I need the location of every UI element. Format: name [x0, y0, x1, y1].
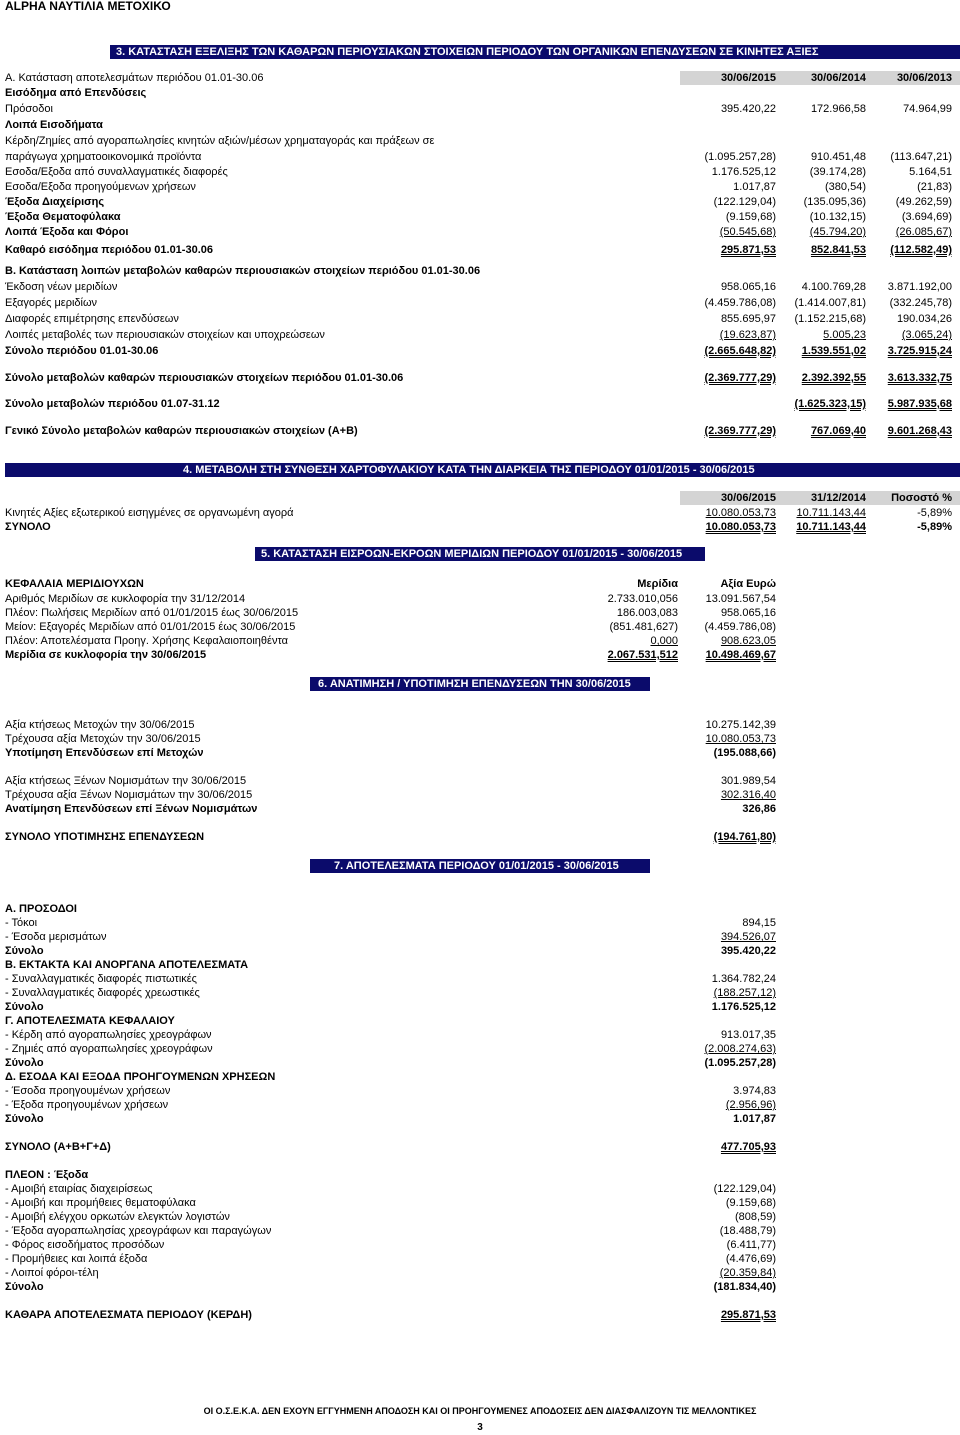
- section6-title-bar: [310, 677, 650, 691]
- section7-item-value: 1.364.782,24: [711, 973, 776, 985]
- section5-row-shares: 0,000: [650, 635, 678, 647]
- section7-expense-label: - Έξοδα αγοραπωλησίας χρεογράφων και παραγώγων: [5, 1225, 272, 1237]
- grand-total-label: Γενικό Σύνολο μεταβολών καθαρών περιουσιακών στοιχείων (Α+Β): [5, 425, 358, 437]
- part-a-col-2: 30/06/2014: [810, 72, 866, 84]
- section7-net-result-value: 295.871,53: [720, 1309, 776, 1321]
- section7-item-label: - Συναλλαγματικές διαφορές χρεωστικές: [5, 987, 200, 999]
- section7-item-value: 3.974,83: [733, 1085, 776, 1097]
- section3-title: 3. ΚΑΤΑΣΤΑΣΗ ΕΞΕΛΙΞΗΣ ΤΩΝ ΚΑΘΑΡΩΝ ΠΕΡΙΟΥΣΙΑΚΩΝ ΣΤΟΙΧΕΙΩΝ ΠΕΡΙΟΔΟΥ ΤΩΝ ΟΡΓΑΝΙΚΩΝ ΕΠΕΝΔΥΣΕΩΝ ΣΕ ΚΙΝΗΤΕΣ ΑΞΙΕΣ: [116, 46, 819, 58]
- section6-title: 6. ΑΝΑΤΙΜΗΣΗ / ΥΠΟΤΙΜΗΣΗ ΕΠΕΝΔΥΣΕΩΝ ΤΗΝ 30/06/2015: [318, 678, 631, 690]
- row-a-v2: (39.174,28): [809, 166, 866, 178]
- section5-title-bar: [255, 547, 705, 561]
- section7-expense-value: (20.359,84): [719, 1267, 776, 1279]
- section7-item-label: - Κέρδη από αγοραπωλησίες χρεογράφων: [5, 1029, 212, 1041]
- section7-item-label: - Έσοδα προηγουμένων χρήσεων: [5, 1085, 171, 1097]
- section4-col-2: 31/12/2014: [810, 492, 866, 504]
- section6-row-label: Αξία κτήσεως Ξένων Νομισμάτων την 30/06/2015: [5, 775, 247, 787]
- section6-row-value: 10.080.053,73: [705, 733, 776, 745]
- section4-row-label: Κινητές Αξίες εξωτερικού εισηγμένες σε οργανωμένη αγορά: [5, 507, 294, 519]
- section7-item-label: - Τόκοι: [5, 917, 38, 929]
- row-a-label: Λοιπά Έξοδα και Φόροι: [5, 226, 129, 238]
- row-a-v3: (26.085,67): [895, 226, 952, 238]
- income-row-v3: 74.964,99: [903, 103, 952, 115]
- row-b-v1: (4.459.786,08): [704, 297, 776, 309]
- gains-label-2: παράγωγα χρηματοοικονομικά προϊόντα: [5, 151, 202, 163]
- row-a-label: Έξοδα Διαχείρισης: [5, 196, 105, 208]
- section7-subtotal-value: 395.420,22: [720, 945, 776, 957]
- total-changes-h2-v2: (1.625.323,15): [794, 398, 866, 410]
- section7-expense-label: - Αμοιβή και προμήθειες θεματοφύλακα: [5, 1197, 196, 1209]
- income-heading: Εισόδημα από Επενδύσεις: [5, 87, 147, 99]
- total-changes-h2-label: Σύνολο μεταβολών περιόδου 01.07-31.12: [5, 398, 220, 410]
- net-income-v3: (112.582,49): [890, 244, 952, 256]
- section4-title-bar: [5, 463, 960, 477]
- section7-net-result-label: ΚΑΘΑΡΑ ΑΠΟΤΕΛΕΣΜΑΤΑ ΠΕΡΙΟΔΟΥ (ΚΕΡΔΗ): [5, 1309, 252, 1321]
- net-income-v2: 852.841,53: [810, 244, 866, 256]
- section4-total-v3: -5,89%: [917, 521, 952, 533]
- section5-row-shares: 2.733.010,056: [607, 593, 678, 605]
- section7-expense-label: - Αμοιβή εταιρίας διαχειρίσεως: [5, 1183, 153, 1195]
- row-b-v3: 3.871.192,00: [887, 281, 952, 293]
- section7-expense-value: (4.476,69): [725, 1253, 776, 1265]
- section5-row-label: Πλέον: Πωλήσεις Μεριδίων από 01/01/2015 έως 30/06/2015: [5, 607, 299, 619]
- section7-subtotal-value: 1.017,87: [733, 1113, 776, 1125]
- total-changes-label: Σύνολο μεταβολών καθαρών περιουσιακών στοιχείων περιόδου 01.01-30.06: [5, 372, 404, 384]
- section5-total-value: 10.498.469,67: [705, 649, 776, 661]
- part-a-col-3: 30/06/2013: [896, 72, 952, 84]
- section6-row-value: (195.088,66): [713, 747, 776, 759]
- row-a-v1: (9.159,68): [725, 211, 776, 223]
- row-b-v1: 855.695,97: [720, 313, 776, 325]
- section7-item-value: 894,15: [742, 917, 776, 929]
- net-income-label: Καθαρό εισόδημα περιόδου 01.01-30.06: [5, 244, 213, 256]
- row-b-v1: (19.623,87): [719, 329, 776, 341]
- other-income-heading: Λοιπά Εισοδήματα: [5, 119, 103, 131]
- row-b-v3: 190.034,26: [896, 313, 952, 325]
- section5-row-value: 908.623,05: [720, 635, 776, 647]
- income-row-v1: 395.420,22: [720, 103, 776, 115]
- section4-col-1: 30/06/2015: [720, 492, 776, 504]
- section7-expense-value: (122.129,04): [713, 1183, 776, 1195]
- section5-row-value: (4.459.786,08): [704, 621, 776, 633]
- section7-total-abcd-value: 477.705,93: [720, 1141, 776, 1153]
- total-period-v3: 3.725.915,24: [887, 345, 952, 357]
- section7-item-label: - Ζημιές από αγοραπωλησίες χρεογράφων: [5, 1043, 213, 1055]
- section7-expense-label: - Αμοιβή ελέγχου ορκωτών ελεγκτών λογιστών: [5, 1211, 230, 1223]
- gains-v3: (113.647,21): [890, 151, 952, 163]
- total-period-v1: (2.665.648,82): [704, 345, 776, 357]
- section5-total-label: Μερίδια σε κυκλοφορία την 30/06/2015: [5, 649, 207, 661]
- part-a-col-1: 30/06/2015: [720, 72, 776, 84]
- row-a-v1: 1.176.525,12: [711, 166, 776, 178]
- section7-expense-value: (808,59): [735, 1211, 776, 1223]
- section5-row-label: Πλέον: Αποτελέσματα Προηγ. Χρήσης Κεφαλαιοποιηθέντα: [5, 635, 288, 647]
- section7-subtotal-label: Σύνολο: [5, 1113, 44, 1125]
- section7-subtotal-value: (1.095.257,28): [704, 1057, 776, 1069]
- section5-col-shares: Μερίδια: [637, 578, 678, 590]
- section7-heading-a: Α. ΠΡΟΣΟΔΟΙ: [5, 903, 77, 915]
- total-changes-v1: (2.369.777,29): [704, 372, 776, 384]
- section7-subtotal-value: 1.176.525,12: [711, 1001, 776, 1013]
- total-changes-v2: 2.392.392,55: [801, 372, 866, 384]
- row-a-v1: (50.545,68): [719, 226, 776, 238]
- row-b-label: Λοιπές μεταβολές των περιουσιακών στοιχείων και υποχρεώσεων: [5, 329, 325, 341]
- section5-heading: ΚΕΦΑΛΑΙΑ ΜΕΡΙΔΙΟΥΧΩΝ: [5, 578, 144, 590]
- section6-row-value: 301.989,54: [720, 775, 776, 787]
- section5-col-value: Αξία Ευρώ: [720, 578, 776, 590]
- section7-expense-value: (6.411,77): [726, 1239, 776, 1251]
- section7-item-label: - Έξοδα προηγουμένων χρήσεων: [5, 1099, 169, 1111]
- part-a-title: Α. Κατάσταση αποτελεσμάτων περιόδου 01.01-30.06: [5, 72, 264, 84]
- total-changes-h2-v3: 5.987.935,68: [887, 398, 952, 410]
- row-b-v3: (332.245,78): [889, 297, 952, 309]
- section4-title: 4. ΜΕΤΑΒΟΛΗ ΣΤΗ ΣΥΝΘΕΣΗ ΧΑΡΤΟΦΥΛΑΚΙΟΥ ΚΑΤΑ ΤΗΝ ΔΙΑΡΚΕΙΑ ΤΗΣ ΠΕΡΙΟΔΟΥ 01/01/2015 - 30/06/2015: [183, 464, 755, 476]
- net-income-v1: 295.871,53: [720, 244, 776, 256]
- section6-row-value: 10.275.142,39: [705, 719, 776, 731]
- section7-expenses-heading: ΠΛΕΟΝ : Έξοδα: [5, 1169, 89, 1181]
- section7-item-value: (2.008.274,63): [704, 1043, 776, 1055]
- section6-total-label: ΣΥΝΟΛΟ ΥΠΟΤΙΜΗΣΗΣ ΕΠΕΝΔΥΣΕΩΝ: [5, 831, 205, 843]
- section7-heading-b: Β. ΕΚΤΑΚΤΑ ΚΑΙ ΑΝΟΡΓΑΝΑ ΑΠΟΤΕΛΕΣΜΑΤΑ: [5, 959, 249, 971]
- section4-row-v1: 10.080.053,73: [705, 507, 776, 519]
- row-b-label: Εξαγορές μεριδίων: [5, 297, 98, 309]
- company-name: ALPHA ΝΑΥΤΙΛΙΑ ΜΕΤΟΧΙΚΟ: [5, 0, 171, 13]
- row-a-v3: (3.694,69): [901, 211, 952, 223]
- row-a-label: Έξοδα Θεματοφύλακα: [5, 211, 121, 223]
- section5-row-label: Αριθμός Μεριδίων σε κυκλοφορία την 31/12/2014: [5, 593, 246, 605]
- section6-row-value: 326,86: [742, 803, 776, 815]
- row-b-v2: 4.100.769,28: [801, 281, 866, 293]
- row-b-v3: (3.065,24): [901, 329, 952, 341]
- section7-title-bar: [310, 859, 650, 873]
- gains-label-1: Κέρδη/Ζημίες από αγοραπωλησίες κινητών αξιών/μέσων χρηματαγοράς και πράξεων σε: [5, 135, 435, 147]
- section7-item-label: - Συναλλαγματικές διαφορές πιστωτικές: [5, 973, 197, 985]
- row-a-v2: (45.794,20): [809, 226, 866, 238]
- section5-row-value: 13.091.567,54: [705, 593, 776, 605]
- gains-v2: 910.451,48: [810, 151, 866, 163]
- total-changes-v3: 3.613.332,75: [887, 372, 952, 384]
- footer-disclaimer: ΟΙ Ο.Σ.Ε.Κ.Α. ΔΕΝ ΕΧΟΥΝ ΕΓΓΥΗΜΕΝΗ ΑΠΟΔΟΣΗ ΚΑΙ ΟΙ ΠΡΟΗΓΟΥΜΕΝΕΣ ΑΠΟΔΟΣΕΙΣ ΔΕΝ ΔΙΑΣΦΑΛΙΖΟΥΝ ΤΙΣ ΜΕΛΛΟΝΤΙΚΕΣ: [203, 1406, 757, 1416]
- section7-item-value: (2.956,96): [725, 1099, 776, 1111]
- section7-expenses-total-label: Σύνολο: [5, 1281, 44, 1293]
- part-b-title: Β. Κατάσταση λοιπών μεταβολών καθαρών περιουσιακών στοιχείων περιόδου 01.01-30.06: [5, 265, 481, 277]
- row-b-v2: (1.414.007,81): [794, 297, 866, 309]
- total-period-label: Σύνολο περιόδου 01.01-30.06: [5, 345, 159, 357]
- row-a-v3: (49.262,59): [895, 196, 952, 208]
- section6-row-value: 302.316,40: [720, 789, 776, 801]
- section7-item-value: (188.257,12): [713, 987, 776, 999]
- section6-total-value: (194.761,80): [713, 831, 776, 843]
- section4-col-3: Ποσοστό %: [891, 492, 952, 504]
- section4-total-v2: 10.711.143,44: [796, 521, 866, 533]
- section4-total-label: ΣΥΝΟΛΟ: [5, 521, 51, 533]
- grand-total-v3: 9.601.268,43: [887, 425, 952, 437]
- total-period-v2: 1.539.551,02: [801, 345, 866, 357]
- section6-row-label: Αξία κτήσεως Μετοχών την 30/06/2015: [5, 719, 195, 731]
- section5-title: 5. ΚΑΤΑΣΤΑΣΗ ΕΙΣΡΟΩΝ-ΕΚΡΟΩΝ ΜΕΡΙΔΙΩΝ ΠΕΡΙΟΔΟΥ 01/01/2015 - 30/06/2015: [261, 548, 683, 560]
- section4-total-v1: 10.080.053,73: [705, 521, 776, 533]
- row-a-v1: 1.017,87: [733, 181, 776, 193]
- section7-subtotal-label: Σύνολο: [5, 945, 44, 957]
- section7-subtotal-label: Σύνολο: [5, 1001, 44, 1013]
- section7-item-label: - Έσοδα μερισμάτων: [5, 931, 107, 943]
- section7-title: 7. ΑΠΟΤΕΛΕΣΜΑΤΑ ΠΕΡΙΟΔΟΥ 01/01/2015 - 30/06/2015: [334, 860, 619, 872]
- row-a-label: Εσοδα/Εξοδα από συναλλαγματικές διαφορές: [5, 166, 228, 178]
- section7-total-abcd-label: ΣΥΝΟΛΟ (Α+Β+Γ+Δ): [5, 1141, 111, 1153]
- page-number: 3: [477, 1422, 483, 1433]
- row-a-v1: (122.129,04): [713, 196, 776, 208]
- section6-row-label: Τρέχουσα αξία Ξένων Νομισμάτων την 30/06/2015: [5, 789, 253, 801]
- section4-row-v3: -5,89%: [917, 507, 952, 519]
- grand-total-v1: (2.369.777,29): [704, 425, 776, 437]
- row-b-label: Έκδοση νέων μεριδίων: [5, 281, 118, 293]
- section7-expense-label: - Φόρος εισοδήματος προσόδων: [5, 1239, 165, 1251]
- section5-row-value: 958.065,16: [720, 607, 776, 619]
- section5-row-shares: (851.481,627): [609, 621, 678, 633]
- section7-subtotal-label: Σύνολο: [5, 1057, 44, 1069]
- row-a-v2: (135.095,36): [803, 196, 866, 208]
- section6-row-label: Ανατίμηση Επενδύσεων επί Ξένων Νομισμάτων: [5, 803, 258, 815]
- row-b-v2: (1.152.215,68): [794, 313, 866, 325]
- section7-expense-label: - Προμήθειες και λοιπά έξοδα: [5, 1253, 148, 1265]
- section7-heading-d: Δ. ΕΣΟΔΑ ΚΑΙ ΕΞΟΔΑ ΠΡΟΗΓΟΥΜΕΝΩΝ ΧΡΗΣΕΩΝ: [5, 1071, 276, 1083]
- section6-row-label: Υποτίμηση Επενδύσεων επί Μετοχών: [5, 747, 204, 759]
- section7-expenses-total-value: (181.834,40): [713, 1281, 776, 1293]
- section7-item-value: 394.526,07: [720, 931, 776, 943]
- row-a-label: Εσοδα/Εξοδα προηγούμενων χρήσεων: [5, 181, 196, 193]
- section7-expense-value: (9.159,68): [725, 1197, 776, 1209]
- section7-heading-c: Γ. ΑΠΟΤΕΛΕΣΜΑΤΑ ΚΕΦΑΛΑΙΟΥ: [5, 1015, 175, 1027]
- income-row-v2: 172.966,58: [810, 103, 866, 115]
- row-a-v2: (10.132,15): [809, 211, 866, 223]
- gains-v1: (1.095.257,28): [704, 151, 776, 163]
- row-a-v3: (21,83): [917, 181, 952, 193]
- section7-expense-value: (18.488,79): [719, 1225, 776, 1237]
- section4-row-v2: 10.711.143,44: [796, 507, 866, 519]
- section5-total-shares: 2.067.531,512: [607, 649, 678, 661]
- row-a-v3: 5.164,51: [909, 166, 952, 178]
- row-b-v2: 5.005,23: [823, 329, 866, 341]
- income-row-label: Πρόσοδοι: [5, 103, 53, 115]
- section5-row-shares: 186.003,083: [616, 607, 678, 619]
- section6-row-label: Τρέχουσα αξία Μετοχών την 30/06/2015: [5, 733, 201, 745]
- row-b-label: Διαφορές επιμέτρησης επενδύσεων: [5, 313, 179, 325]
- section5-row-label: Μείον: Εξαγορές Μεριδίων από 01/01/2015 έως 30/06/2015: [5, 621, 296, 633]
- section7-item-value: 913.017,35: [720, 1029, 776, 1041]
- row-b-v1: 958.065,16: [720, 281, 776, 293]
- section3-title-bar: [110, 45, 960, 59]
- grand-total-v2: 767.069,40: [810, 425, 866, 437]
- row-a-v2: (380,54): [825, 181, 866, 193]
- section7-expense-label: - Λοιποί φόροι-τέλη: [5, 1267, 99, 1279]
